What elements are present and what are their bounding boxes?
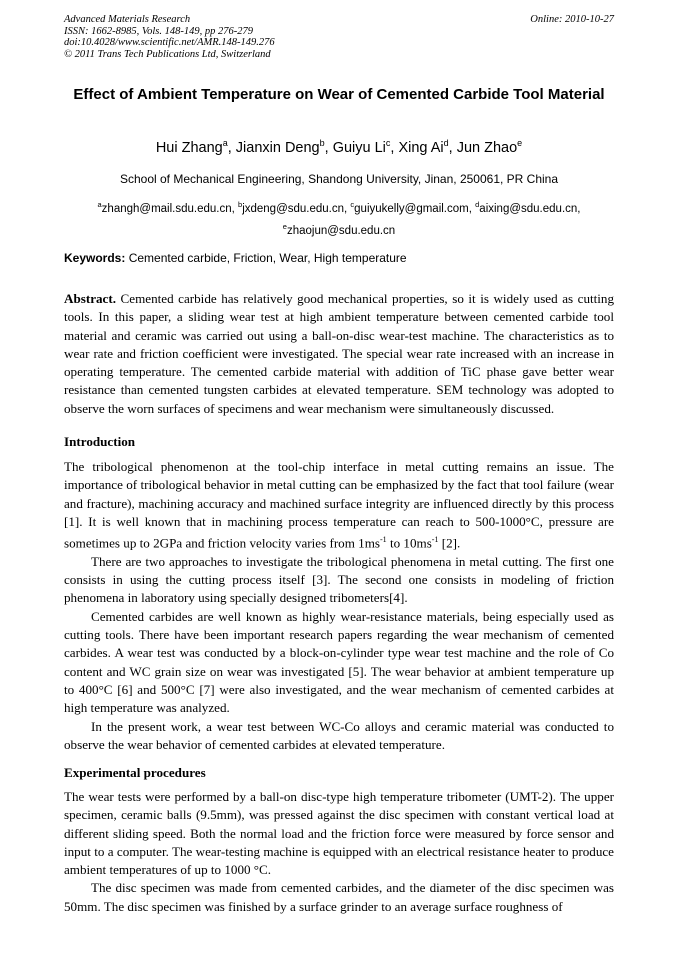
keywords-text: Cemented carbide, Friction, Wear, High temperature [125, 251, 407, 265]
author-affil-mark: d [443, 138, 449, 148]
author-affil-mark: a [222, 138, 228, 148]
email-address[interactable]: jxdeng@sdu.edu.cn, [242, 202, 351, 215]
email-mark: a [97, 200, 102, 209]
author-affil-mark: c [385, 138, 391, 148]
experimental-body [64, 788, 614, 916]
author-affil-mark: e [517, 138, 523, 148]
author-affil-mark: b [319, 138, 325, 148]
email-mark: e [282, 221, 287, 231]
doi-line: doi:10.4028/www.scientific.net/AMR.148-149.276 [64, 37, 275, 48]
email-address[interactable]: zhangh@mail.sdu.edu.cn, [101, 202, 239, 215]
paragraph: The disc specimen was made from cemented carbides, and the diameter of the disc specimen was 50mm. The disc specimen was finished by a surface grinder to an average surface roughness of [64, 880, 614, 914]
email-address[interactable]: guiyukelly@gmail.com, [354, 202, 476, 215]
email-mark: c [350, 200, 355, 209]
introduction-body [64, 458, 614, 754]
keywords-label: Keywords: [64, 251, 126, 265]
keywords [64, 251, 614, 266]
email-mark: b [238, 200, 243, 209]
paragraph: The wear tests were performed by a ball-on disc-type high temperature tribometer (UMT-2). The upper specimen, ceramic balls (9.5mm), was pressed against the disc specimen with constant vertical load at different sliding speed. Both the normal load and the friction force were measured by force sensor and input to a computer. The wear-testing machine is equipped with an electrical resistance heater to produce ambient temperatures of up to 1000 °C. [64, 789, 614, 878]
section-heading-experimental: Experimental procedures [64, 765, 206, 780]
author-name: Hui Zhang [155, 139, 223, 156]
author-name: Jun Zhao [456, 139, 518, 156]
author-name: Guiyu Li [332, 139, 386, 156]
online-date: Online: 2010-10-27 [530, 14, 614, 25]
paragraph: There are two approaches to investigate the tribological phenomena in metal cutting. The first one consists in using the cutting process itself [3]. The second one consists in modeling of friction phenomena in laboratory using specially designed tribometers[4]. [64, 553, 614, 606]
paragraph: In the present work, a wear test between WC-Co alloys and ceramic material was conducted to observe the wear behavior of cemented carbides at elevated temperature. [64, 718, 614, 752]
email-address[interactable]: zhaojun@sdu.edu.cn [286, 224, 396, 237]
email-list [64, 196, 614, 240]
author-list: Hui Zhang$^a$, Jianxin Deng$^b$, Guiyu Li$^c$, Xing Ai$^d$, Jun Zhao$^e$ [155, 138, 523, 156]
page-header [64, 14, 614, 60]
paragraph: Cemented carbides are well known as highly wear-resistance materials, being especially used as cutting tools. There have been important research papers regarding the wear mechanism of cemented carbides. A wear test was conducted by a block-on-cylinder type wear test machine and the role of Co content and WC grain size on wear was investigated [5]. The wear behavior at ambient temperature up to 400°C [6] and 500°C [7] were also investigated, and the wear mechanism of cemented carbides at high temperature was analyzed. [64, 608, 614, 716]
paper-title: Effect of Ambient Temperature on Wear of Cemented Carbide Tool Material [73, 86, 605, 103]
author-name: Jianxin Deng [235, 139, 320, 156]
journal-name: Advanced Materials Research [64, 14, 191, 25]
abstract [64, 290, 614, 418]
abstract-label: Abstract. [64, 291, 116, 306]
affiliation: School of Mechanical Engineering, Shandong University, Jinan, 250061, PR China [119, 172, 559, 186]
author-name: Xing Ai [398, 139, 444, 156]
email-address[interactable]: aixing@sdu.edu.cn, [479, 202, 581, 215]
section-heading-introduction: Introduction [64, 434, 136, 449]
issn-line: ISSN: 1662-8985, Vols. 148-149, pp 276-279 [64, 25, 253, 37]
paragraph: The tribological phenomenon at the tool-chip interface in metal cutting remains an issue. The importance of tribological behavior in metal cutting can be emphasized by the fact that tool failure (wear and fracture), machining accuracy and machined surface integrity are influenced directly by this process [1]. It is well known that in machining process temperature can reach to 500-1000°C, pressure are sometimes up to 2GPa and friction velocity varies from $1ms^{-1}$ to $10ms^{-1}$ [2]. [64, 459, 614, 551]
abstract-text: Cemented carbide has relatively good mechanical properties, so it is widely used as cutting tools. In this paper, a sliding wear test at high ambient temperature between cemented carbide tool material and ceramic was carried out using a ball-on-disc wear-test machine. The characteristics as to wear rate and friction coefficient were investigated. The special wear rate increased with an increase in operating temperature. The cemented carbide material with addition of TiC phase gave better wear resistance than cemented tungsten carbides at elevated temperature. SEM technology was adopted to observe the worn surfaces of specimens and wear mechanism were simultaneously discussed. [64, 291, 614, 416]
copyright-line: © 2011 Trans Tech Publications Ltd, Switzerland [64, 48, 271, 60]
email-mark: d [475, 200, 480, 209]
